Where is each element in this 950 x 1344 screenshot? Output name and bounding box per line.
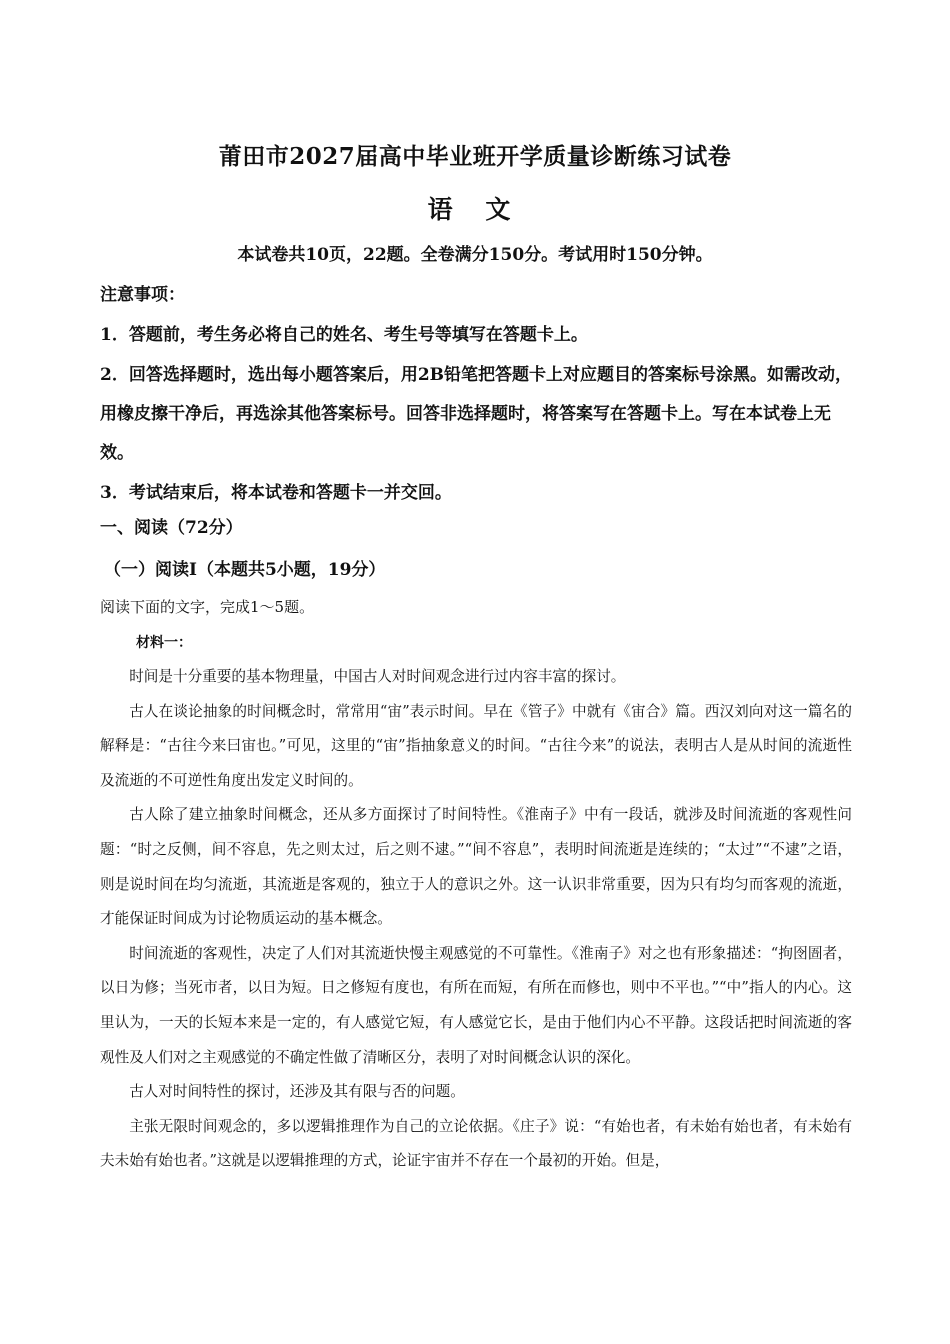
passage-paragraph: 古人除了建立抽象时间概念，还从多方面探讨了时间特性。《淮南子》中有一段话，就涉及时间流逝的客观性问题：“时之反侧，间不容息，先之则太过，后之则不逮。”“间不容息”，表明时间流逝是连续的；“太过”“不逮”之语，则是说时间在均匀流逝，其流逝是客观的，独立于人的意识之外。这一认识非常重要，因为只有均匀而客观的流逝，才能保证时间成为讨论物质运动的基本概念。 (100, 806, 852, 928)
passage-paragraph: 古人在谈论抽象的时间概念时，常常用“宙”表示时间。早在《管子》中就有《宙合》篇。西汉刘向对这一篇名的解释是：“古往今来曰宙也。”可见，这里的“宙”指抽象意义的时间。“古往今来”的说法，表明古人是从时间的流逝性及流逝的不可逆性角度出发定义时间的。 (100, 702, 852, 789)
passage-body (100, 660, 852, 1179)
reading-instruction: 阅读下面的文字，完成1～5题。 (100, 598, 315, 616)
passage-paragraph: 时间是十分重要的基本物理量，中国古人对时间观念进行过内容丰富的探讨。 (129, 668, 626, 685)
exam-info: 本试卷共10页，22题。全卷满分150分。考试用时150分钟。 (237, 245, 713, 265)
notice-item-3: 3．考试结束后，将本试卷和答题卡一并交回。 (100, 483, 452, 503)
passage-paragraph: 主张无限时间观念的，多以逻辑推理作为自己的立论依据。《庄子》说：“有始也者，有未始有始也者，有未始有夫未始有始也者。”这就是以逻辑推理的方式，论证宇宙并不存在一个最初的开始。但是， (100, 1117, 852, 1170)
exam-title: 莆田市2027届高中毕业班开学质量诊断练习试卷 (218, 143, 732, 170)
subsection-title: （一）阅读Ⅰ（本题共5小题，19分） (104, 560, 386, 580)
material-label: 材料一： (136, 635, 192, 651)
notice-item-1: 1．答题前，考生务必将自己的姓名、考生号等填写在答题卡上。 (100, 325, 588, 345)
section-title: 一、阅读（72分） (100, 518, 243, 538)
passage-paragraph: 时间流逝的客观性，决定了人们对其流逝快慢主观感觉的不可靠性。《淮南子》对之也有形象描述：“拘囹圄者，以日为修；当死市者，以日为短。日之修短有度也，有所在而短，有所在而修也，则中不平也。”“中”指人的内心。这里认为，一天的长短本来是一定的，有人感觉它短，有人感觉它长，是由于他们内心不平静。这段话把时间流逝的客观性及人们对之主观感觉的不确定性做了清晰区分，表明了对时间概念认识的深化。 (100, 944, 852, 1066)
passage-paragraph: 古人对时间特性的探讨，还涉及其有限与否的问题。 (129, 1083, 465, 1101)
notice-item-2: 2．回答选择题时，选出每小题答案后，用2B铅笔把答题卡上对应题目的答案标号涂黑。如需改动，用橡皮擦干净后，再选涂其他答案标号。回答非选择题时，将答案写在答题卡上。写在本试卷上无效。 (100, 365, 853, 463)
subject-title: 语 文 (427, 195, 523, 224)
notice-heading: 注意事项： (100, 285, 185, 305)
